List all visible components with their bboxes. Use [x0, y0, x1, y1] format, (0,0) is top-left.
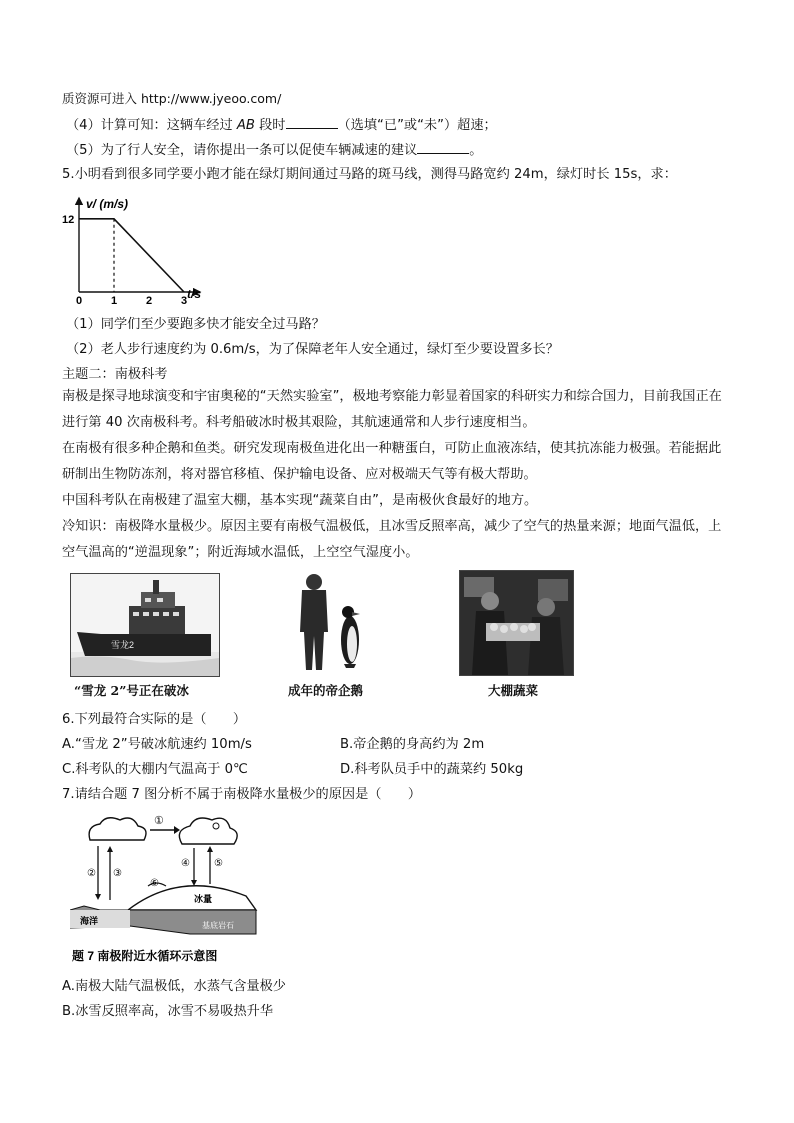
ocean-label: 海洋: [80, 916, 99, 926]
label-4: ④: [181, 858, 190, 869]
chart-x-tick-label: 2: [146, 295, 153, 304]
theme-2-paragraph-4: 冷知识：南极降水量极少。原因主要有南极气温极低，且冰雪反照率高，减少了空气的热量来源；地面气温低，上空气温高的“逆温现象”；附近海域水温低，上空空气湿度小。: [62, 519, 722, 560]
chart-x-tick-label: 3: [181, 295, 188, 304]
penguin-caption: 成年的帝企鹅: [288, 683, 364, 698]
question-5-sub-1: （1）同学们至少要跑多快才能安全过马路？: [66, 317, 325, 332]
q4-answer-blank[interactable]: [286, 116, 338, 129]
question-5-sub: [66, 141, 482, 160]
question-4-sub: [66, 116, 497, 135]
q5sub-text-tail: 。: [469, 143, 483, 158]
theme-2-paragraph-2: 在南极有很多种企鹅和鱼类。研究发现南极鱼进化出一种糖蛋白，可防止血液冻结，使其抗冻能力极强。若能据此研制出生物防冻剂，将对器官移植、保护输电设备、应对极端天气等有极大帮助。: [62, 441, 722, 482]
question-6-option-a[interactable]: A.“雪龙 2”号破冰航速约 10m/s: [62, 737, 252, 752]
ice-sheet: [128, 886, 256, 910]
chart-x-label: t/s: [187, 287, 202, 301]
question-6-option-d[interactable]: D.科考队员手中的蔬菜约 50kg: [340, 762, 524, 777]
penguin-photo: [294, 570, 366, 674]
label-6: ⑥: [150, 878, 159, 889]
theme-2-paragraph-3: 中国科考队在南极建了温室大棚，基本实现“蔬菜自由”，是南极伙食最好的地方。: [62, 493, 538, 508]
diagram-caption: 题 7 南极附近水循环示意图: [72, 949, 218, 963]
theme-2-paragraph-1: 南极是探寻地球演变和宇宙奥秘的“天然实验室”，极地考察能力彰显着国家的科研实力和综合国力，目前我国正在进行第 40 次南极科考。科考船破冰时极其艰险，其航速通常和人步行速度相当。: [62, 389, 722, 430]
left-cloud: [89, 818, 146, 840]
icebreaker-caption: “雪龙 2”号正在破冰: [74, 683, 189, 698]
vegetables-caption: 大棚蔬菜: [488, 683, 539, 698]
question-7-option-a[interactable]: A.南极大陆气温极低，水蒸气含量极少: [62, 979, 286, 994]
theme-2-title: 主题二：南极科考: [62, 367, 168, 382]
q4-text-before: （4）计算可知：这辆车经过: [66, 118, 237, 133]
bedrock-label: 基底岩石: [202, 921, 234, 930]
ice-label: 冰量: [194, 894, 213, 904]
q4-text-tail: （选填“已”或“未”）超速；: [337, 118, 497, 133]
question-6-option-c[interactable]: C.科考队的大棚内气温高于 0℃: [62, 762, 248, 777]
q4-text-after: 段时: [254, 118, 286, 133]
chart-y-label: v/ (m/s): [86, 197, 129, 211]
icebreaker-ship-photo: [70, 573, 220, 677]
question-7-stem: 7.请结合题 7 图分析不属于南极降水量极少的原因是（ ）: [62, 787, 422, 802]
label-2: ②: [87, 868, 96, 879]
chart-x-tick-label: 1: [111, 295, 118, 304]
q4-ab: AB: [236, 118, 255, 133]
right-cloud: [179, 818, 237, 844]
header-fragment: 质资源可进入 http://www.jyeoo.com/: [62, 91, 282, 106]
water-cycle-diagram: [70, 810, 270, 970]
label-1: ①: [154, 815, 164, 827]
question-6-option-b[interactable]: B.帝企鹅的身高约为 2m: [340, 737, 485, 752]
chart-series-line: [79, 219, 184, 292]
ship-name-text: 雪龙2: [111, 640, 135, 650]
question-5-sub-2: （2）老人步行速度约为 0.6m/s，为了保障老年人安全通过，绿灯至少要设置多长？: [66, 342, 559, 357]
label-3: ③: [113, 868, 122, 879]
question-5-stem: 5.小明看到很多同学要小跑才能在绿灯期间通过马路的斑马线，测得马路宽约 24m，绿灯时长 15s，求：: [62, 167, 677, 182]
q5sub-answer-blank[interactable]: [417, 141, 469, 154]
question-7-option-b[interactable]: B.冰雪反照率高，冰雪不易吸热升华: [62, 1004, 274, 1019]
label-5: ⑤: [214, 858, 223, 869]
greenhouse-vegetables-photo: [459, 570, 574, 676]
q5sub-text: （5）为了行人安全，请你提出一条可以促使车辆减速的建议: [66, 143, 418, 158]
chart-y-tick-label: 12: [62, 213, 75, 226]
question-6-stem: 6.下列最符合实际的是（ ）: [62, 712, 247, 727]
chart-x-tick-label: 0: [76, 295, 83, 304]
velocity-time-chart: [60, 192, 220, 304]
